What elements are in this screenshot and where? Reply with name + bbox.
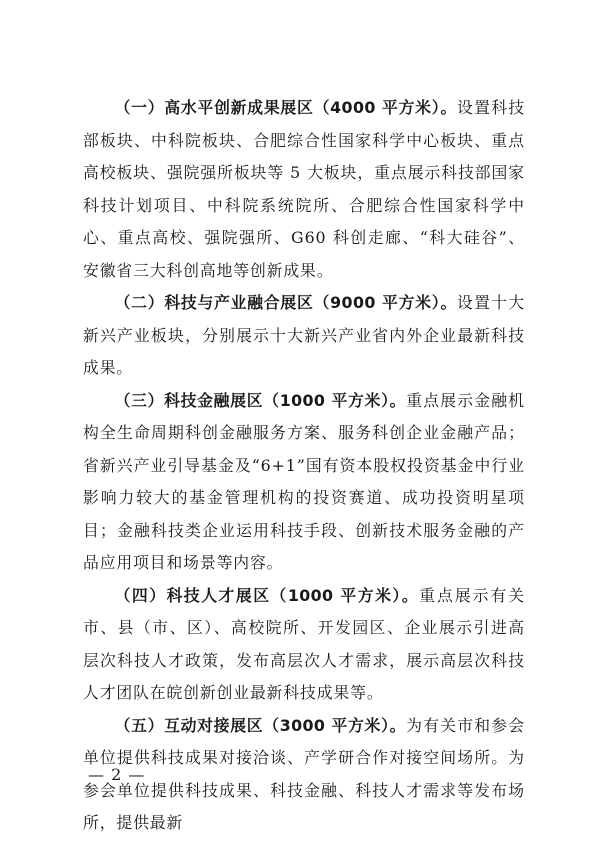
paragraph-heading: （四）科技人才展区（1000 平方米）。: [114, 585, 420, 605]
paragraph-heading: （二）科技与产业融合展区（9000 平方米）。: [114, 293, 458, 312]
paragraph-heading: （五）互动对接展区（3000 平方米）。: [114, 715, 407, 735]
document-body: [83, 92, 525, 840]
paragraph-text: 重点展示金融机构全生命周期科创金融服务方案、服务科创企业金融产品；省新兴产业引导基金及“6+1”国有资本股权投资基金中行业影响力较大的基金管理机构的投资赛道、成功投资明星项目；金融科技类企业运用科技手段、创新技术服务金融的产品应用项目和场景等内容。: [83, 390, 525, 572]
paragraph-innovation-zone: [83, 92, 525, 287]
page-number: — 2 —: [88, 765, 146, 784]
paragraph-text: 设置十大新兴产业板块，分别展示十大新兴产业省内外企业最新科技成果。: [83, 293, 525, 377]
paragraph-text: 重点展示有关市、县（市、区）、高校院所、开发园区、企业展示引进高层次科技人才政策，发布高层次人才需求，展示高层次科技人才团队在皖创新创业最新科技成果等。: [83, 585, 525, 702]
paragraph-text: 设置科技部板块、中科院板块、合肥综合性国家科学中心板块、重点高校板块、强院强所板块等 5 大板块，重点展示科技部国家科技计划项目、中科院系统院所、合肥综合性国家科学中心、重点高校、强院强所、G60 科创走廊、“科大硅谷”、安徽省三大科创高地等创新成果。: [83, 98, 525, 280]
paragraph-industry-zone: [83, 287, 525, 385]
paragraph-heading: （三）科技金融展区（1000 平方米）。: [114, 390, 407, 410]
paragraph-heading: （一）高水平创新成果展区（4000 平方米）。: [114, 98, 458, 117]
paragraph-finance-zone: [83, 385, 525, 580]
paragraph-interaction-zone: [83, 710, 525, 840]
paragraph-talent-zone: [83, 580, 525, 710]
paragraph-text: 为有关市和参会单位提供科技成果对接洽谈、产学研合作对接空间场所。为参会单位提供科技成果、科技金融、科技人才需求等发布场所，提供最新: [83, 715, 525, 832]
